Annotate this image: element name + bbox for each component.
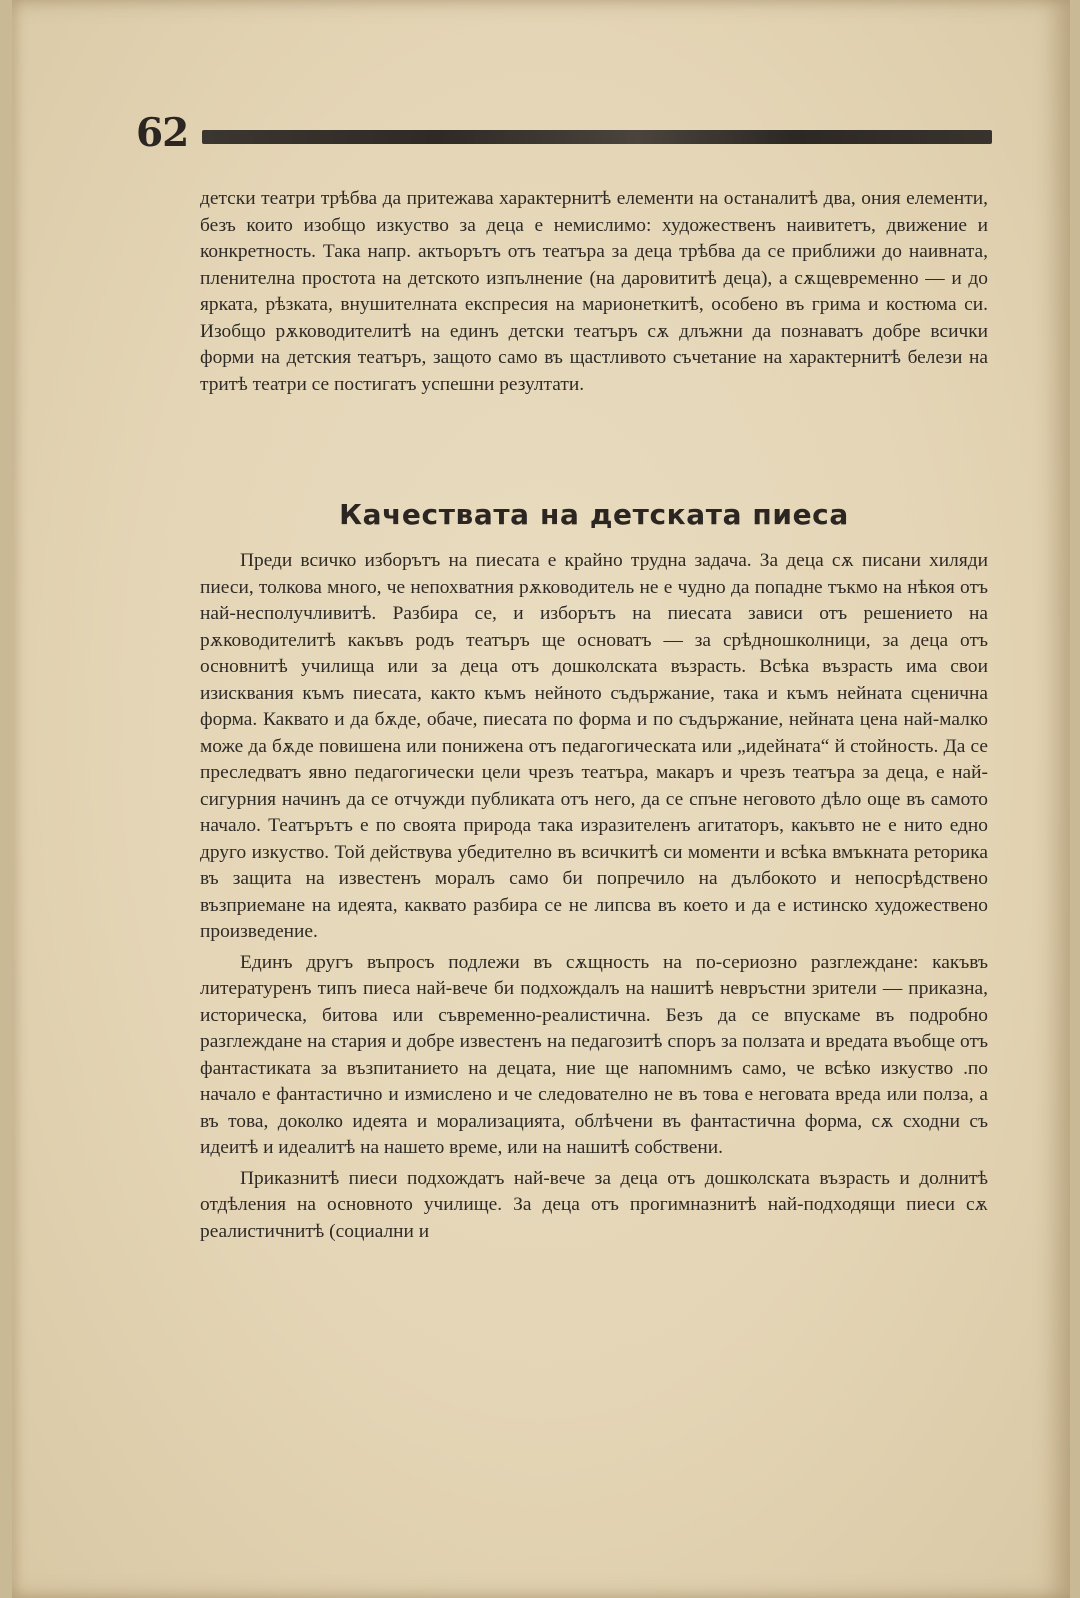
intro-paragraph: детски театри трѣбва да притежава характернитѣ елементи на останалитѣ два, ония елементи, безъ които изобщо изкуство за деца е немислимо: художественъ наивитетъ, движение и конкретность. Така напр. актьорътъ отъ театъра за деца трѣбва да се приближи до наивната, пленителна простота на детското изпълнение (на даровититѣ деца), а сѫщевременно — и до ярката, рѣзката, внушителната експресия на марионеткитѣ, особено въ грима и костюма си. Изобщо рѫководителитѣ на единъ детски театъръ сѫ длъжни да познаватъ добре всички форми на детския театъръ, защото само въ щастливото съчетание на характернитѣ белези на тритѣ театри се постигатъ успешни резултати. xyxy=(200,188,988,395)
page-number: 62 xyxy=(136,110,189,156)
body-paragraph: Приказнитѣ пиеси подхождатъ най-вече за деца отъ дошколската възрасть и долнитѣ отдѣления на основното училище. За деца отъ прогимназнитѣ най-подходящи пиеси сѫ реалистичнитѣ (социални и xyxy=(200,1167,988,1242)
book-page xyxy=(12,0,1070,1598)
body-paragraph: Преди всичко изборътъ на пиесата е крайно трудна задача. За деца сѫ писани хиляди пиеси, толкова много, че непохватния рѫководитель не е чудно да попадне тъкмо на нѣкоя отъ най-несполучливитѣ. Разбира се, и изборътъ на пиесата зависи отъ решението на рѫководителитѣ какъвъ родъ театъръ ще основатъ — за срѣдношколници, за деца отъ основнитѣ училища или за деца отъ дошколската възрасть. Всѣка възрасть има свои изисквания къмъ пиесата, както къмъ нейното съдържание, така и къмъ нейната сценична форма. Каквато и да бѫде, обаче, пиесата по форма и по съдържание, нейната цена най-малко може да бѫде повишена или понижена отъ педагогическата или „идейната“ й стойность. Да се преследватъ явно педагогически цели чрезъ театъра, макаръ и чрезъ театъра за деца, е най-сигурния начинъ да се отчужди публиката отъ него, да се спъне неговото дѣло още въ самото начало. Театърътъ е по своята природа така изразителенъ агитаторъ, какъвто не е нито едно друго изкуство. Той действува убедително въ всичкитѣ си моменти и всѣка вмъкната реторика въ защита на известенъ моралъ само би попречило на дълбокото и непосрѣдствено възприемане на идеята, каквато разбира се не липсва въ което и да е истинско художествено произведение. xyxy=(200,550,988,942)
section-body xyxy=(200,548,988,1249)
section-title: Качествата на детската пиеса xyxy=(339,498,849,531)
header-rule xyxy=(202,130,992,144)
body-paragraph: Единъ другъ въпросъ подлежи въ сѫщность на по-сериозно разглеждане: какъвъ литературенъ типъ пиеса най-вече би подхождалъ на нашитѣ невръстни зрители — приказна, историческа, битова или съвременно-реалистична. Безъ да се впускаме въ подробно разглеждане на стария и добре известенъ на педагозитѣ споръ за ползата и вредата въобще отъ фантастиката за възпитанието на децата, ние ще напомнимъ само, че всѣко изкуство .по начало е фантастично и измислено и че следователно не въ това е неговата вреда или полза, а въ това, доколко идеята и морализацията, облѣчени въ фантастична форма, сѫ сходни съ идеитѣ и идеалитѣ на нашето време, или на нашитѣ собствени. xyxy=(200,951,988,1158)
